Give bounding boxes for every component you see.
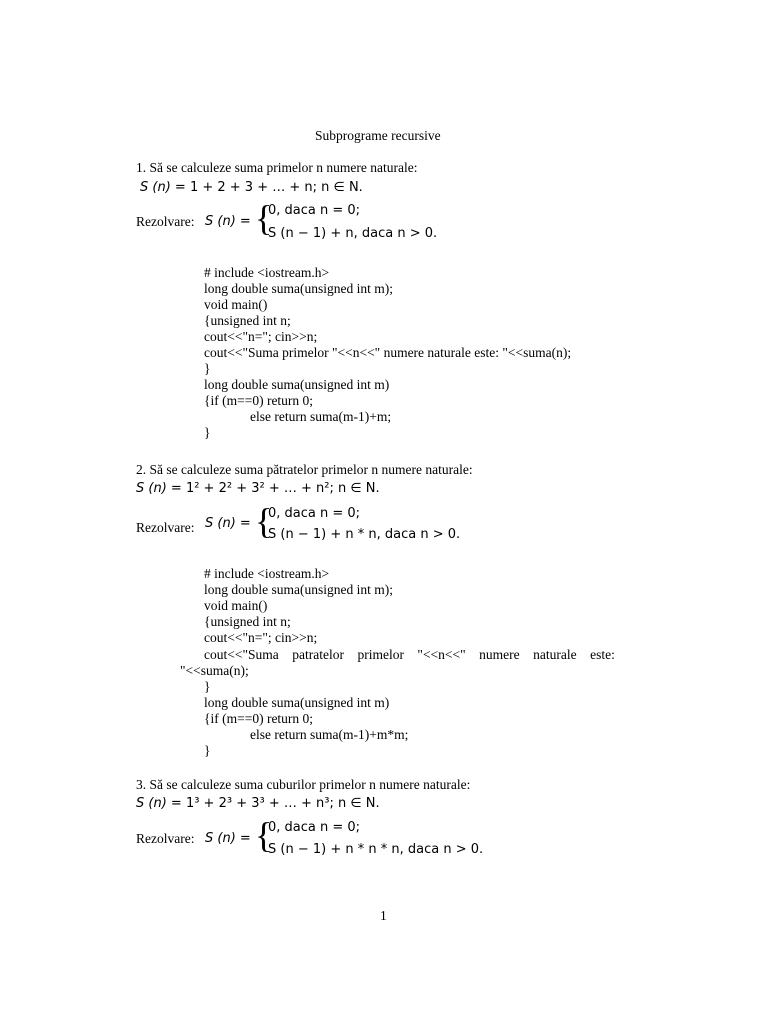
code-line: # include <iostream.h> <box>204 265 330 280</box>
problem-3-formula-rhs: = 1³ + 2³ + 3³ + … + n³; n ∈ N. <box>166 796 380 811</box>
code-line: } <box>204 743 211 758</box>
code-line: cout<<"Suma patratelor primelor "<<n<<" numere naturale este: <box>204 647 615 662</box>
code-line: } <box>204 679 211 694</box>
problem-3-solution-label: Rezolvare: <box>136 831 195 846</box>
problem-3-brace: { <box>255 815 273 855</box>
problem-2-formula-lhs: S (n) <box>136 481 167 496</box>
code-line: {if (m==0) return 0; <box>204 711 314 726</box>
code-line: # include <iostream.h> <box>204 566 330 581</box>
problem-2-solution-label: Rezolvare: <box>136 520 195 535</box>
problem-3-case-1: 0, daca n = 0; <box>268 820 361 835</box>
problem-2-solution-lhs: S (n) = <box>205 516 251 531</box>
code-line: } <box>204 425 211 440</box>
code-line: "<<suma(n); <box>180 663 249 678</box>
code-line: long double suma(unsigned int m); <box>204 582 393 597</box>
problem-3-case-2: S (n − 1) + n * n * n, daca n > 0. <box>268 842 484 857</box>
problem-2-formula <box>136 481 380 497</box>
problem-2-case-1: 0, daca n = 0; <box>268 506 361 521</box>
problem-3-formula <box>136 796 380 812</box>
problem-1-brace: { <box>255 198 273 238</box>
problem-2-statement: 2. Să se calculeze suma pătratelor primelor n numere naturale: <box>136 462 473 477</box>
problem-2-formula-rhs: = 1² + 2² + 3² + … + n²; n ∈ N. <box>166 481 380 496</box>
code-line: void main() <box>204 297 268 312</box>
problem-1-statement: 1. Să se calculeze suma primelor n numere naturale: <box>136 160 418 175</box>
problem-1-formula-rhs: = 1 + 2 + 3 + … + n; n ∈ N. <box>170 180 363 195</box>
code-line: void main() <box>204 598 268 613</box>
code-line: } <box>204 361 211 376</box>
page-title: Subprograme recursive <box>315 128 441 143</box>
problem-3-formula-lhs: S (n) <box>136 796 167 811</box>
problem-1-case-2: S (n − 1) + n, daca n > 0. <box>268 226 438 241</box>
page-number: 1 <box>380 908 387 923</box>
problem-1-solution-label: Rezolvare: <box>136 214 195 229</box>
problem-1-formula <box>140 180 363 196</box>
problem-2-brace: { <box>255 501 273 541</box>
code-line: else return suma(m-1)+m; <box>250 409 392 424</box>
code-line: {if (m==0) return 0; <box>204 393 314 408</box>
problem-3-solution-lhs: S (n) = <box>205 831 251 846</box>
problem-2-case-2: S (n − 1) + n * n, daca n > 0. <box>268 527 461 542</box>
code-line: {unsigned int n; <box>204 614 291 629</box>
code-line: long double suma(unsigned int m) <box>204 377 390 392</box>
problem-1-solution-lhs: S (n) = <box>205 214 251 229</box>
problem-1-formula-lhs: S (n) <box>140 180 171 195</box>
code-line: {unsigned int n; <box>204 313 291 328</box>
problem-3-statement: 3. Să se calculeze suma cuburilor primelor n numere naturale: <box>136 777 471 792</box>
code-line: cout<<"n="; cin>>n; <box>204 329 318 344</box>
code-line: long double suma(unsigned int m) <box>204 695 390 710</box>
code-line: else return suma(m-1)+m*m; <box>250 727 409 742</box>
code-line: long double suma(unsigned int m); <box>204 281 393 296</box>
code-line: cout<<"n="; cin>>n; <box>204 630 318 645</box>
code-line: cout<<"Suma primelor "<<n<<" numere naturale este: "<<suma(n); <box>204 345 572 360</box>
problem-1-case-1: 0, daca n = 0; <box>268 203 361 218</box>
